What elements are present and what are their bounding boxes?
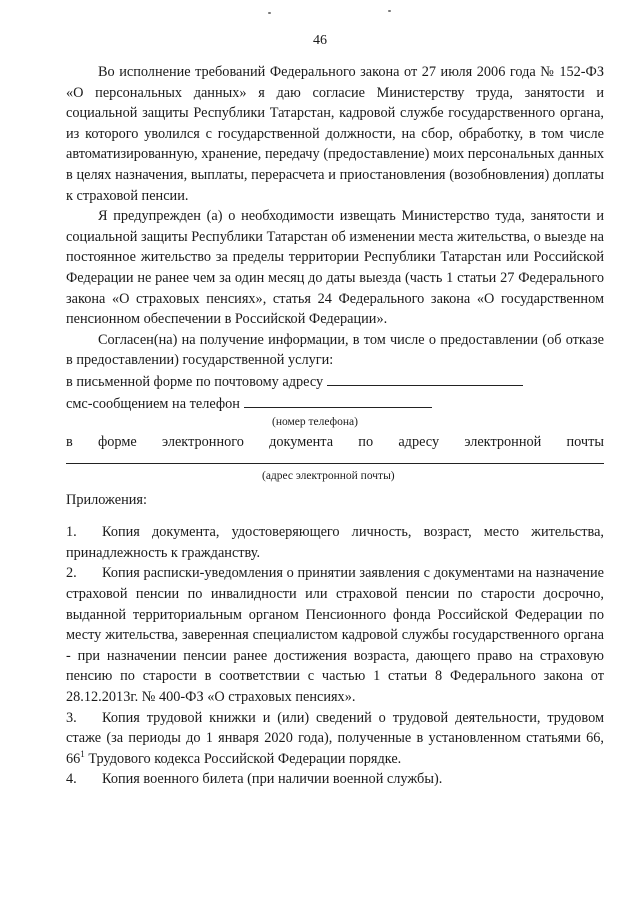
appendix-item-text: Трудового кодекса Российской Федерации порядке. bbox=[84, 750, 402, 767]
appendix-item-number: 4. bbox=[66, 771, 77, 788]
sms-line bbox=[66, 393, 604, 415]
appendix-item bbox=[66, 708, 604, 770]
email-word: почты bbox=[566, 434, 604, 451]
email-word: адресу bbox=[398, 434, 440, 451]
appendix-item bbox=[66, 563, 604, 707]
appendix-item bbox=[66, 769, 604, 790]
scan-speck bbox=[268, 12, 271, 14]
postal-address-line bbox=[66, 371, 604, 393]
email-word: по bbox=[358, 434, 374, 451]
superscript: 1 bbox=[80, 749, 85, 760]
email-caption: (адрес электронной почты) bbox=[262, 469, 395, 482]
warning-paragraph: Я предупрежден (а) о необходимости извещать Министерство туда, занятости и социальной защиты Республики Татарстан об изменении места жительства, о выезде на постоянное жительство за пределы территории Республики Татарстан или Российской Федерации не ранее чем за один месяц до даты выезда (часть 1 статьи 27 Федерального закона «О страховых пенсиях», статья 24 Федерального закона «О государственном пенсионном обеспечении в Российской Федерации». bbox=[66, 208, 604, 328]
phone-caption: (номер телефона) bbox=[272, 416, 358, 429]
appendix-item-text: Копия документа, удостоверяющего личность, возраст, место жительства, принадлежность к гражданству. bbox=[66, 524, 604, 561]
email-blank[interactable] bbox=[66, 453, 604, 464]
phone-blank[interactable] bbox=[244, 393, 432, 408]
email-word: электронной bbox=[464, 434, 542, 451]
email-line bbox=[66, 432, 604, 453]
postal-address-blank[interactable] bbox=[327, 371, 523, 386]
appendix-item-number: 2. bbox=[66, 565, 77, 582]
consent-paragraph: Во исполнение требований Федерального закона от 27 июля 2006 года № 152-ФЗ «О персональных данных» я даю согласие Министерству труда, занятости и социальной защиты Республики Татарстан, кадровой службе государственного органа, из которого уволился с государственной должности, на сбор, обработку, в том числе автоматизированную, хранение, передачу (предоставление) моих персональных данных в целях назначения, выплаты, перерасчета и приостановления (возобновления) доплаты к страховой пенсии. bbox=[66, 64, 604, 204]
appendix-item-number: 3. bbox=[66, 709, 77, 726]
appendix-title: Приложения: bbox=[66, 491, 147, 508]
email-word: документа bbox=[269, 434, 334, 451]
appendix-item bbox=[66, 522, 604, 563]
postal-address-label: в письменной форме по почтовому адресу bbox=[66, 373, 324, 390]
appendix-item-text: Копия военного билета (при наличии военной службы). bbox=[102, 771, 443, 788]
sms-label: смс-сообщением на телефон bbox=[66, 395, 240, 412]
email-word: форме bbox=[97, 434, 137, 451]
email-word: в bbox=[66, 434, 73, 451]
document-body bbox=[66, 62, 604, 790]
agree-paragraph: Согласен(на) на получение информации, в том числе о предоставлении (об отказе в предоставлении) государственной услуги: bbox=[66, 331, 604, 369]
appendix-item-text: Копия трудовой книжки и (или) сведений о трудовой деятельности, трудовом стаже (за периоды до 1 января 2020 года), полученные в установленном статьями 66, 66 bbox=[66, 709, 604, 767]
appendix-item-number: 1. bbox=[66, 524, 77, 541]
scan-speck bbox=[388, 10, 391, 12]
email-word: электронного bbox=[161, 434, 244, 451]
appendix-item-text: Копия расписки-уведомления о принятии заявления с документами на назначение страховой пенсии по инвалидности или страховой пенсии по старости досрочно, выданной территориальным органом Пенсионного фонда Российской Федерации по месту жительства, заверенная специалистом кадровой службы государственного органа - при назначении пенсии ранее достижения возраста, дающего право на страховую пенсию по старости в соответствии с частью 1 статьи 8 Федерального закона от 28.12.2013г. № 400-ФЗ «О страховых пенсиях». bbox=[66, 565, 604, 706]
page-number: 46 bbox=[313, 33, 327, 48]
